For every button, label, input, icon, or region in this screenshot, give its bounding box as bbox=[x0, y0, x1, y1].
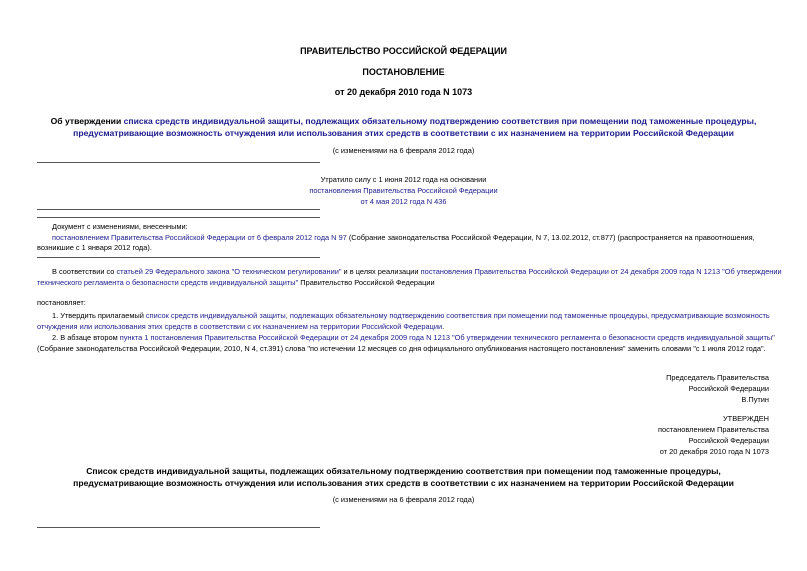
repeal-text: Утратило силу с 1 июня 2012 года на основании bbox=[320, 175, 487, 184]
item-1-line-2 bbox=[37, 321, 444, 332]
resolves-word: постановляет: bbox=[37, 298, 86, 307]
list-title bbox=[0, 465, 807, 489]
preamble-text-2: и в целях реализации bbox=[341, 267, 421, 276]
amendments-label: Документ с изменениями, внесенными: bbox=[52, 222, 188, 231]
signature-title: Председатель Правительства bbox=[666, 373, 769, 382]
title-line-1 bbox=[0, 115, 807, 127]
item-2-text: 2. В абзаце втором bbox=[52, 333, 120, 342]
item-2-line-1 bbox=[52, 332, 775, 343]
list-title-line-2: предусматривающие возможность отчуждения или использования этих средств в соответствии с их назначением на территории Российской Федерации bbox=[73, 478, 734, 488]
resolution-link-1[interactable]: постановления Правительства Российской Федерации от 24 декабря 2009 года N 1213 "Об утверждении bbox=[420, 267, 782, 276]
repeal-notice bbox=[0, 174, 807, 207]
item-1-line-1 bbox=[52, 310, 768, 321]
list-link-1[interactable]: список средств индивидуальной защиты, подлежащих обязательному подтверждению соответствия при помещении под таможенные процедуры, предусматривающие возможность bbox=[145, 311, 770, 320]
amendment-source: (Собрание законодательства Российской Федерации, N 7, 13.02.2012, ст.877) (распространяется на правоотношения, bbox=[346, 233, 755, 242]
title-prefix: Об утверждении bbox=[50, 116, 124, 126]
document-date-number: от 20 декабря 2010 года N 1073 bbox=[334, 87, 473, 97]
list-link-2[interactable]: отчуждения или использования этих средств в соответствии с их назначением на территории Российской Федерации bbox=[37, 322, 443, 331]
divider bbox=[37, 257, 320, 258]
approval-line-3: Российской Федерации bbox=[688, 436, 769, 445]
signature-country: Российской Федерации bbox=[688, 384, 769, 393]
title-link-part-2[interactable]: предусматривающие возможность отчуждения или использования этих средств в соответствии с их назначением на территории Российской Федерации bbox=[73, 128, 734, 138]
amendment-effective: возникшие с 1 января 2012 года). bbox=[37, 243, 152, 252]
document-title bbox=[0, 115, 807, 139]
repeal-link-2[interactable]: от 4 мая 2012 года N 436 bbox=[360, 197, 447, 206]
item-1-text: 1. Утвердить прилагаемый bbox=[52, 311, 146, 320]
changes-note: (с изменениями на 6 февраля 2012 года) bbox=[332, 146, 475, 155]
document-type: ПОСТАНОВЛЕНИЕ bbox=[362, 67, 445, 77]
approval-block bbox=[520, 413, 769, 457]
divider bbox=[37, 527, 320, 528]
preamble-line-1 bbox=[52, 266, 782, 277]
preamble-text-1: В соответствии со bbox=[52, 267, 117, 276]
repeal-link-1[interactable]: постановления Правительства Российской Федерации bbox=[309, 186, 498, 195]
divider bbox=[37, 217, 320, 218]
list-title-line-1: Список средств индивидуальной защиты, подлежащих обязательному подтверждению соответствия при помещении под таможенные процедуры, bbox=[86, 466, 721, 476]
title-link-part-1[interactable]: списка средств индивидуальной защиты, подлежащих обязательному подтверждению соответствия при помещении под таможенные процедуры, bbox=[123, 116, 757, 126]
government-name: ПРАВИТЕЛЬСТВО РОССИЙСКОЙ ФЕДЕРАЦИИ bbox=[300, 46, 507, 56]
signature-name: В.Путин bbox=[741, 395, 769, 404]
signature-block bbox=[520, 372, 769, 405]
approval-line-4: от 20 декабря 2010 года N 1073 bbox=[659, 447, 769, 456]
approval-heading: УТВЕРЖДЕН bbox=[722, 414, 769, 423]
amendments-line bbox=[52, 232, 768, 243]
resolution-link-2[interactable]: технического регламента о безопасности средств индивидуальной защиты" bbox=[37, 278, 299, 287]
law-link[interactable]: статьей 29 Федерального закона "О техническом регулировании" bbox=[116, 267, 342, 276]
preamble-line-2 bbox=[37, 277, 435, 288]
list-changes-note: (с изменениями на 6 февраля 2012 года) bbox=[332, 495, 475, 504]
paragraph-link[interactable]: пункта 1 постановления Правительства Российской Федерации от 24 декабря 2009 года N 1213 "Об утверждении технического регламента о безопасности средств индивидуальной защиты" bbox=[119, 333, 775, 342]
divider bbox=[37, 162, 320, 163]
amendment-link[interactable]: постановлением Правительства Российской Федерации от 6 февраля 2012 года N 97 bbox=[52, 233, 347, 242]
preamble-text-3: Правительство Российской Федерации bbox=[298, 278, 435, 287]
approval-line-2: постановлением Правительства bbox=[658, 425, 769, 434]
item-1-end: . bbox=[442, 322, 445, 331]
item-2-line-2: (Собрание законодательства Российской Федерации, 2010, N 4, ст.391) слова "по истечении 12 месяцев со дня официального опубликования настоящего постановления" заменить словами "с 1 июля 2012 года". bbox=[37, 344, 766, 353]
divider bbox=[37, 209, 320, 210]
